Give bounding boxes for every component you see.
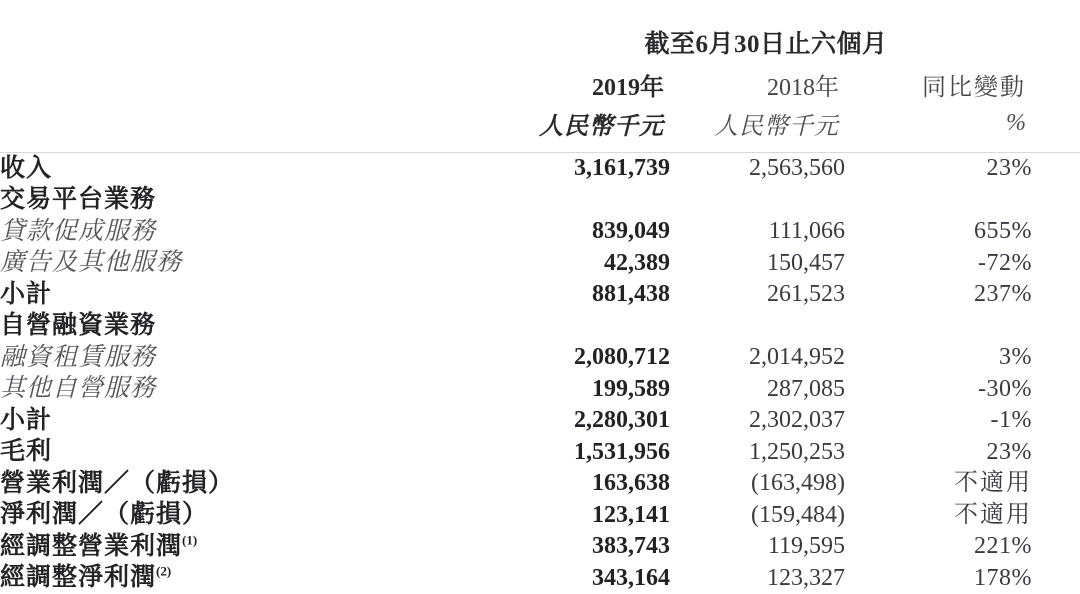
table-row [0, 562, 1080, 594]
row-label: 貸款促成服務 [0, 217, 157, 245]
row-right-pad [1032, 152, 1080, 184]
table-row [0, 373, 1080, 405]
unit-header-change: % [1006, 110, 1027, 136]
cell-2019: 881,438 [592, 281, 670, 308]
column-header-change: 同比變動 [922, 75, 1027, 101]
row-right-pad [1032, 531, 1080, 563]
table-row [0, 184, 1080, 216]
row-right-pad [1032, 216, 1080, 248]
cell-2019 [500, 184, 670, 216]
cell-2019: 3,161,739 [574, 155, 670, 182]
cell-2018: 287,085 [767, 375, 845, 402]
unit-header-row [0, 104, 1080, 151]
cell-2018 [670, 184, 845, 216]
period-header-row [0, 0, 1080, 64]
row-label: 廣告及其他服務 [0, 249, 183, 276]
cell-change [845, 184, 1032, 216]
table-row [0, 405, 1080, 437]
table-header [0, 0, 1080, 152]
cell-2019: 839,049 [592, 218, 670, 245]
table-row [0, 499, 1080, 531]
row-right-pad [1032, 468, 1080, 500]
row-right-pad [1032, 499, 1080, 531]
unit-header-pad [1032, 104, 1080, 151]
row-right-pad [1032, 405, 1080, 437]
row-label: 營業利潤／（虧損） [0, 469, 235, 497]
row-label: 收入 [0, 154, 53, 182]
cell-2018: 2,563,560 [749, 155, 845, 182]
cell-change: 3% [999, 344, 1033, 371]
column-header-pad [1032, 64, 1080, 104]
row-right-pad [1032, 310, 1080, 342]
unit-header-label [0, 104, 500, 151]
cell-2019: 383,743 [592, 533, 670, 560]
cell-change: 23% [986, 438, 1033, 465]
row-label: 融資租賃服務 [0, 343, 157, 371]
column-header-label [0, 64, 500, 104]
cell-2018: 2,302,037 [749, 407, 845, 434]
footnote-marker: (1) [182, 532, 198, 548]
column-header-2018: 2018年 [767, 75, 839, 101]
table-row [0, 216, 1080, 248]
unit-header-2019: 人民幣千元 [539, 114, 664, 140]
row-right-pad [1032, 279, 1080, 311]
row-right-pad [1032, 342, 1080, 374]
cell-2019: 42,389 [604, 249, 670, 276]
cell-change: 178% [974, 564, 1033, 591]
cell-2019: 199,589 [592, 375, 670, 402]
table-row [0, 531, 1080, 563]
footnote-marker: (2) [156, 563, 172, 579]
cell-2018: (159,484) [751, 501, 845, 528]
header-right-pad [1032, 0, 1080, 64]
row-label: 交易平台業務 [0, 186, 157, 213]
unit-header-2018: 人民幣千元 [714, 114, 839, 140]
row-right-pad [1032, 373, 1080, 405]
period-header: 截至6月30日止六個月 [644, 31, 888, 58]
row-right-pad [1032, 184, 1080, 216]
cell-2018: 150,457 [767, 249, 845, 276]
row-label: 小計 [0, 280, 53, 308]
table-row [0, 152, 1080, 184]
cell-change: 237% [974, 281, 1033, 308]
cell-change: -72% [978, 249, 1033, 276]
row-label: 自營融資業務 [0, 312, 157, 339]
row-label: 小計 [0, 406, 53, 434]
row-label: 經調整營業利潤$^{(1)}$ [0, 532, 198, 560]
cell-2018: (163,498) [751, 470, 845, 497]
cell-2018: 123,327 [767, 564, 845, 591]
row-label: 毛利 [0, 438, 53, 465]
cell-2018 [670, 310, 845, 342]
cell-change: 655% [974, 218, 1033, 245]
row-label: 經調整淨利潤$^{(2)}$ [0, 563, 172, 591]
row-label: 其他自營服務 [0, 375, 157, 402]
cell-2018: 119,595 [767, 533, 845, 560]
row-right-pad [1032, 247, 1080, 279]
cell-2018: 111,066 [768, 218, 845, 245]
table-row [0, 436, 1080, 468]
table-row [0, 247, 1080, 279]
row-right-pad [1032, 562, 1080, 594]
table-row [0, 279, 1080, 311]
cell-2019: 123,141 [592, 501, 670, 528]
table-row [0, 468, 1080, 500]
row-label: 淨利潤／（虧損） [0, 501, 209, 528]
cell-change: 23% [986, 155, 1033, 182]
header-spacer [0, 0, 500, 64]
cell-change: 221% [974, 533, 1033, 560]
cell-change: -30% [978, 375, 1033, 402]
cell-2018: 1,250,253 [749, 438, 845, 465]
cell-2019: 1,531,956 [574, 438, 670, 465]
cell-2019: 2,280,301 [574, 407, 670, 434]
table-row [0, 310, 1080, 342]
table-body [0, 152, 1080, 594]
cell-2019: 343,164 [592, 564, 670, 591]
cell-change [845, 310, 1032, 342]
cell-2019 [500, 310, 670, 342]
cell-change: -1% [990, 407, 1033, 434]
cell-2019: 2,080,712 [574, 344, 670, 371]
cell-2018: 2,014,952 [749, 344, 845, 371]
column-header-2019: 2019年 [592, 75, 664, 101]
cell-2019: 163,638 [592, 470, 670, 497]
column-header-row [0, 64, 1080, 104]
table-row [0, 342, 1080, 374]
cell-change: 不適用 [954, 501, 1033, 528]
row-right-pad [1032, 436, 1080, 468]
cell-2018: 261,523 [767, 281, 845, 308]
cell-change: 不適用 [954, 470, 1033, 497]
